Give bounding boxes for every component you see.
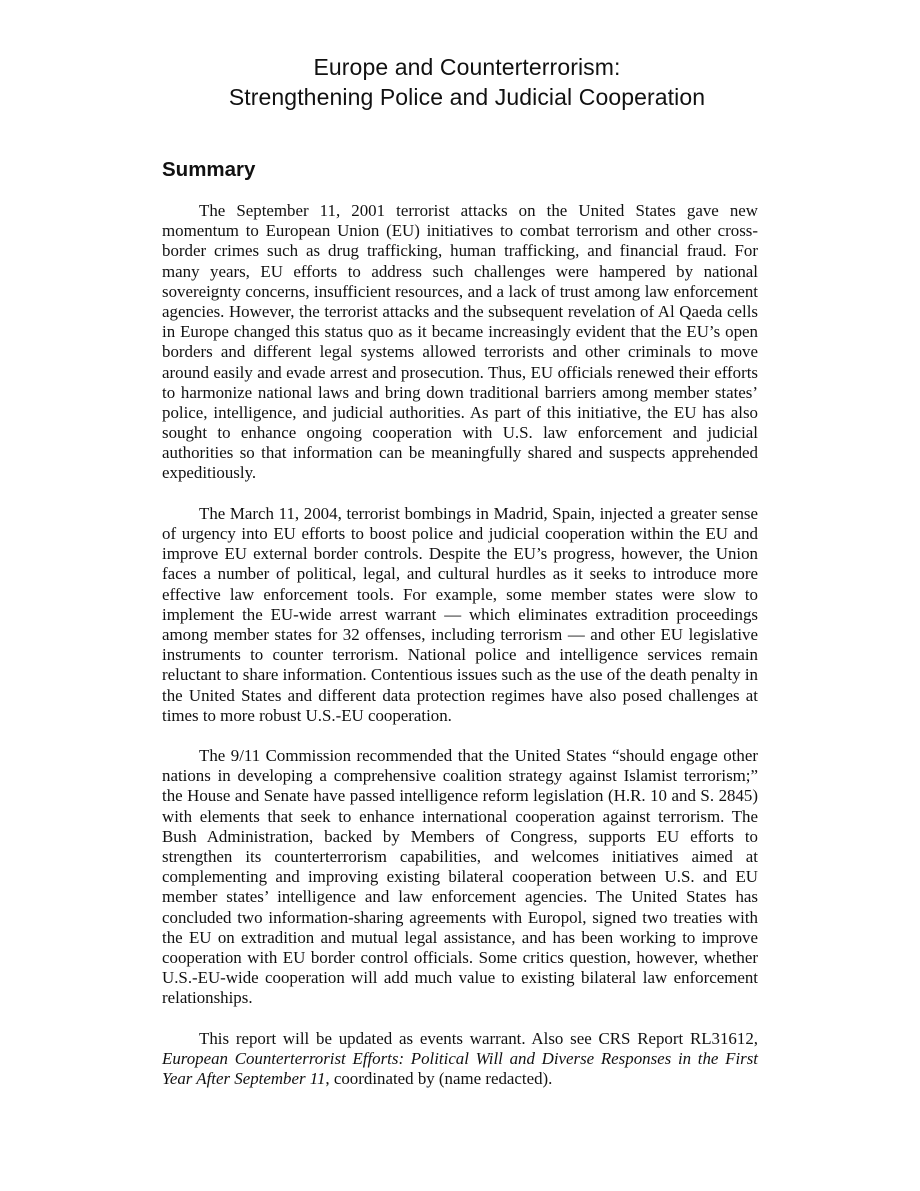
summary-paragraph-4: [162, 1029, 758, 1090]
title-line-2: Strengthening Police and Judicial Cooperation: [228, 84, 706, 110]
paragraph-4-tail: , coordinated by (name redacted).: [325, 1069, 553, 1089]
paragraph-4-lead: This report will be updated as events warrant. Also see CRS Report RL31612,: [199, 1028, 758, 1048]
summary-heading: Summary: [162, 158, 256, 181]
document-page: [162, 52, 758, 1089]
summary-paragraph-3: The 9/11 Commission recommended that the United States “should engage other nations in developing a comprehensive coalition strategy against Islamist terrorism;” the House and Senate have passed intelligence reform legislation (H.R. 10 and S. 2845) with elements that seek to enhance international cooperation against terrorism. The Bush Administration, backed by Members of Congress, supports EU efforts to strengthen its counterterrorism capabilities, and welcomes initiatives aimed at complementing and improving existing bilateral cooperation between U.S. and EU member states’ intelligence and law enforcement agencies. The United States has concluded two information-sharing agreements with Europol, signed two treaties with the EU on extradition and mutual legal assistance, and has been working to improve cooperation with EU border control officials. Some critics question, however, whether U.S.-EU-wide cooperation will add much value to existing bilateral law enforcement relationships.: [162, 746, 758, 1008]
report-title-citation: European Counterterrorist Efforts: Political Will and Diverse Responses in the First Year After September 11: [162, 1048, 758, 1089]
title-line-1: Europe and Counterterrorism:: [313, 54, 621, 80]
summary-paragraph-1: The September 11, 2001 terrorist attacks on the United States gave new momentum to European Union (EU) initiatives to combat terrorism and other cross-border crimes such as drug trafficking, human trafficking, and financial fraud. For many years, EU efforts to address such challenges were hampered by national sovereignty concerns, insufficient resources, and a lack of trust among law enforcement agencies. However, the terrorist attacks and the subsequent revelation of Al Qaeda cells in Europe changed this status quo as it became increasingly evident that the EU’s open borders and different legal systems allowed terrorists and other criminals to move around easily and evade arrest and prosecution. Thus, EU officials renewed their efforts to harmonize national laws and bring down traditional barriers among member states’ police, intelligence, and judicial authorities. As part of this initiative, the EU has also sought to enhance ongoing cooperation with U.S. law enforcement and judicial authorities so that information can be meaningfully shared and suspects apprehended expeditiously.: [162, 201, 758, 483]
document-title: [169, 52, 765, 112]
summary-paragraph-2: The March 11, 2004, terrorist bombings in Madrid, Spain, injected a greater sense of urgency into EU efforts to boost police and judicial cooperation within the EU and improve EU external border controls. Despite the EU’s progress, however, the Union faces a number of political, legal, and cultural hurdles as it seeks to introduce more effective law enforcement tools. For example, some member states were slow to implement the EU-wide arrest warrant — which eliminates extradition proceedings among member states for 32 offenses, including terrorism — and other EU legislative instruments to counter terrorism. National police and intelligence services remain reluctant to share information. Contentious issues such as the use of the death penalty in the United States and different data protection regimes have also posed challenges at times to more robust U.S.-EU cooperation.: [162, 503, 758, 725]
